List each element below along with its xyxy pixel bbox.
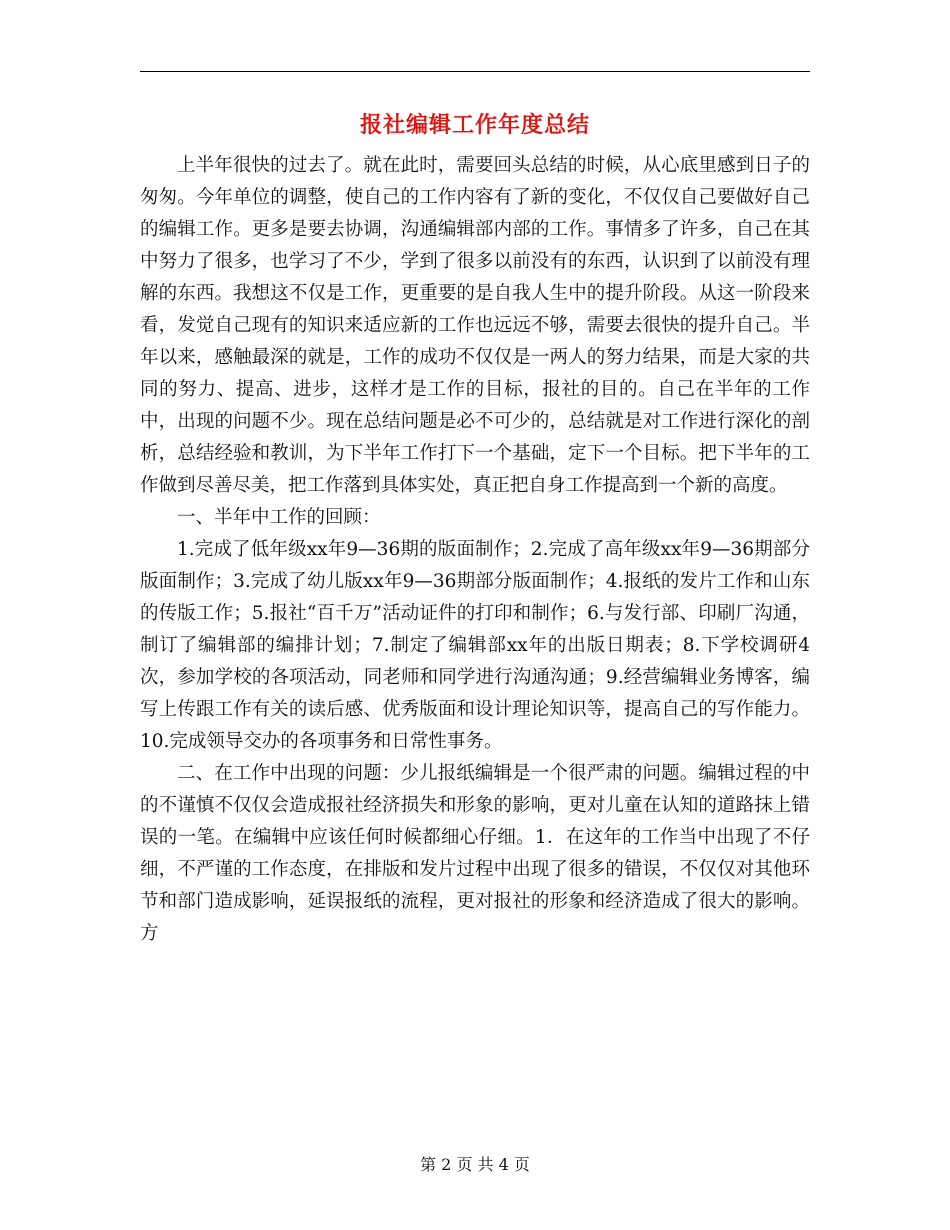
document-title: 报社编辑工作年度总结 [359, 112, 590, 138]
problems-paragraph: 二、在工作中出现的问题：少儿报纸编辑是一个很严肃的问题。编辑过程的中的不谨慎不仅仅会造成报社经济损失和形象的影响，更对儿童在认知的道路抹上错误的一笔。在编辑中应该任何时候都细心仔细。1．在这年的工作当中出现了不仔细，不严谨的工作态度，在排版和发片过程中出现了很多的错误，不仅仅对其他环节和部门造成影响，延误报纸的流程，更对报社的形象和经济造成了很大的影响。方 [140, 763, 810, 944]
header-rule [140, 71, 810, 72]
document-body [140, 150, 810, 950]
work-review-list-paragraph: 1.完成了低年级xx年9—36期的版面制作；2.完成了高年级xx年9—36期部分版面制作；3.完成了幼儿版xx年9—36期部分版面制作；4.报纸的发片工作和山东的传版工作；5.报社“百千万”活动证件的打印和制作；6.与发行部、印刷厂沟通，制订了编辑部的编排计划；7.制定了编辑部xx年的出版日期表；8.下学校调研4次，参加学校的各项活动，同老师和同学进行沟通沟通；9.经营编辑业务博客，编写上传跟工作有关的读后感、优秀版面和设计理论知识等，提高自己的写作能力。10.完成领导交办的各项事务和日常性事务。 [140, 539, 810, 752]
page-number-footer: 第 2 页 共 4 页 [420, 1155, 530, 1174]
intro-paragraph: 上半年很快的过去了。就在此时，需要回头总结的时候，从心底里感到日子的匆匆。今年单位的调整，使自己的工作内容有了新的变化，不仅仅自己要做好自己的编辑工作。更多是要去协调，沟通编辑部内部的工作。事情多了许多，自己在其中努力了很多，也学习了不少，学到了很多以前没有的东西，认识到了以前没有理解的东西。我想这不仅是工作，更重要的是自我人生中的提升阶段。从这一阶段来看，发觉自己现有的知识来适应新的工作也远远不够，需要去很快的提升自己。半年以来，感触最深的就是，工作的成功不仅仅是一两人的努力结果，而是大家的共同的努力、提高、进步，这样才是工作的目标，报社的目的。自己在半年的工作中，出现的问题不少。现在总结问题是必不可少的，总结就是对工作进行深化的剖析，总结经验和教训，为下半年工作打下一个基础，定下一个目标。把下半年的工作做到尽善尽美，把工作落到具体实处，真正把自身工作提高到一个新的高度。 [140, 155, 810, 496]
section-heading-review: 一、半年中工作的回顾： [177, 507, 381, 528]
